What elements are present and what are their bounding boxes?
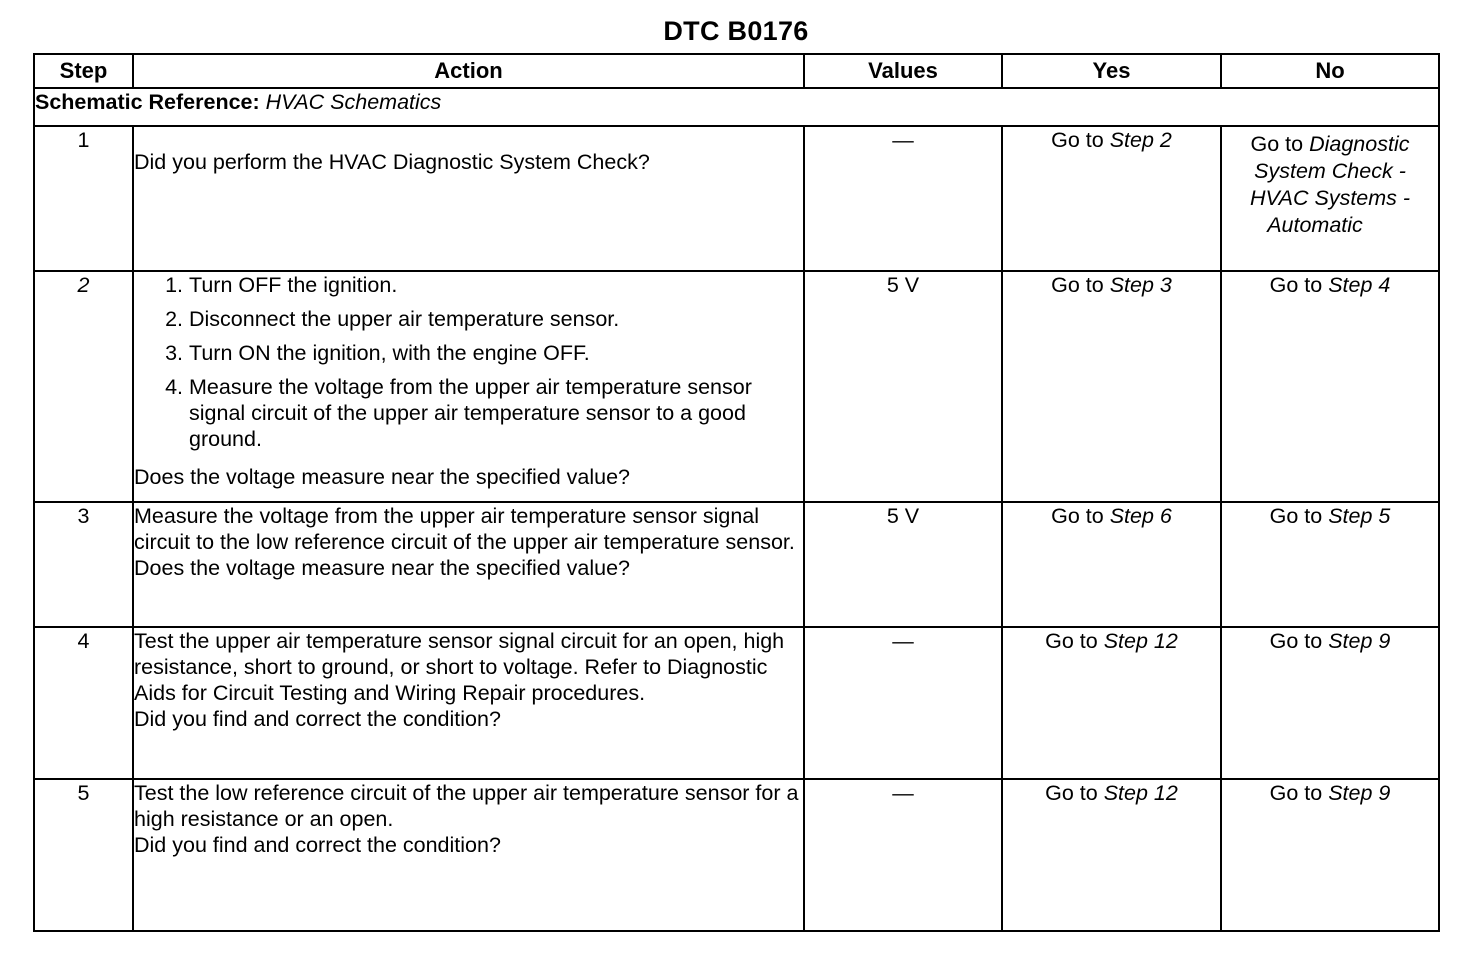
action-cell — [133, 271, 804, 502]
step-number: 2 — [34, 271, 133, 502]
value-cell: — — [804, 779, 1002, 931]
action-content — [134, 503, 803, 581]
schematic-label: Schematic Reference: — [35, 90, 260, 114]
schematic-reference — [34, 88, 1439, 126]
header-no: No — [1221, 54, 1439, 88]
step-number: 5 — [34, 779, 133, 931]
action-content — [134, 628, 803, 732]
action-text: Test the upper air temperature sensor signal circuit for an open, high resistance, short to ground, or short to voltage. Refer to Diagnostic Aids for Circuit Testing and Wiring Repair procedures. — [134, 629, 785, 705]
header-action: Action — [133, 54, 804, 88]
go-to-label: Go to — [1250, 132, 1304, 156]
action-cell — [133, 779, 804, 931]
value-cell: 5 V — [804, 271, 1002, 502]
no-cell — [1221, 271, 1439, 502]
action-cell — [133, 627, 804, 779]
go-to-label: Go to — [1045, 781, 1098, 805]
step-number: 1 — [34, 126, 133, 271]
yes-cell — [1002, 271, 1221, 502]
schematic-reference-row — [34, 88, 1439, 126]
no-cell — [1221, 502, 1439, 627]
list-item: 2. Disconnect the upper air temperature sensor. — [189, 306, 803, 332]
value-cell: — — [804, 126, 1002, 271]
no-line-2[interactable]: System Check - — [1254, 159, 1406, 183]
action-text: Measure the voltage from the upper air temperature sensor signal circuit to the low reference circuit of the upper air temperature sensor. — [134, 504, 795, 554]
schematic-link[interactable]: HVAC Schematics — [265, 90, 442, 114]
diagnostic-table — [33, 53, 1440, 932]
table-row — [34, 779, 1439, 931]
no-line-3[interactable]: HVAC Systems - — [1249, 186, 1411, 210]
action-text: Test the low reference circuit of the upper air temperature sensor for a high resistance or an open. — [134, 781, 799, 831]
table-row — [34, 126, 1439, 271]
action-question: Did you find and correct the condition? — [134, 833, 501, 857]
yes-step-link[interactable]: Step 12 — [1103, 629, 1178, 653]
yes-step-link[interactable]: Step 6 — [1109, 504, 1172, 528]
list-item: 4. Measure the voltage from the upper air temperature sensor signal circuit of the upper air temperature sensor to a good ground. — [189, 374, 803, 452]
header-yes: Yes — [1002, 54, 1221, 88]
action-question: Does the voltage measure near the specified value? — [134, 465, 631, 489]
list-item: 1. Turn OFF the ignition. — [189, 272, 803, 298]
no-ref-diagnostic[interactable]: Diagnostic — [1309, 132, 1410, 156]
yes-cell — [1002, 627, 1221, 779]
action-cell — [133, 502, 804, 627]
table-row — [34, 502, 1439, 627]
list-item: 3. Turn ON the ignition, with the engine OFF. — [189, 340, 803, 366]
page-title: DTC B0176 — [663, 16, 809, 46]
yes-cell — [1002, 126, 1221, 271]
table-row — [34, 271, 1439, 502]
yes-step-link[interactable]: Step 12 — [1103, 781, 1178, 805]
yes-step-link[interactable]: Step 3 — [1109, 273, 1172, 297]
value-cell: — — [804, 627, 1002, 779]
go-to-label: Go to — [1269, 629, 1323, 653]
no-step-link[interactable]: Step 9 — [1328, 781, 1391, 805]
step-number: 3 — [34, 502, 133, 627]
no-step-link[interactable]: Step 9 — [1328, 629, 1391, 653]
go-to-label: Go to — [1051, 128, 1104, 152]
header-row — [34, 54, 1439, 88]
action-content — [134, 780, 803, 858]
no-cell — [1221, 126, 1439, 271]
action-content — [134, 272, 803, 490]
no-line-4[interactable]: Automatic — [1267, 213, 1363, 237]
yes-cell — [1002, 502, 1221, 627]
action-question: Did you find and correct the condition? — [134, 707, 501, 731]
step-number: 4 — [34, 627, 133, 779]
header-values: Values — [804, 54, 1002, 88]
go-to-label: Go to — [1269, 504, 1323, 528]
go-to-label: Go to — [1045, 629, 1098, 653]
go-to-label: Go to — [1269, 273, 1323, 297]
no-cell — [1221, 779, 1439, 931]
yes-cell — [1002, 779, 1221, 931]
action-steps-list — [134, 272, 803, 460]
action-text: Did you perform the HVAC Diagnostic System Check? — [134, 149, 650, 174]
table-row — [34, 627, 1439, 779]
action-question: Does the voltage measure near the specified value? — [134, 556, 631, 580]
no-line-1 — [1222, 131, 1438, 158]
go-to-label: Go to — [1051, 273, 1104, 297]
no-cell — [1221, 627, 1439, 779]
value-cell: 5 V — [804, 502, 1002, 627]
go-to-label: Go to — [1269, 781, 1323, 805]
header-step: Step — [34, 54, 133, 88]
go-to-label: Go to — [1051, 504, 1104, 528]
action-cell — [133, 126, 804, 271]
no-step-link[interactable]: Step 5 — [1328, 504, 1391, 528]
no-step-link[interactable]: Step 4 — [1328, 273, 1391, 297]
yes-step-link[interactable]: Step 2 — [1109, 128, 1172, 152]
